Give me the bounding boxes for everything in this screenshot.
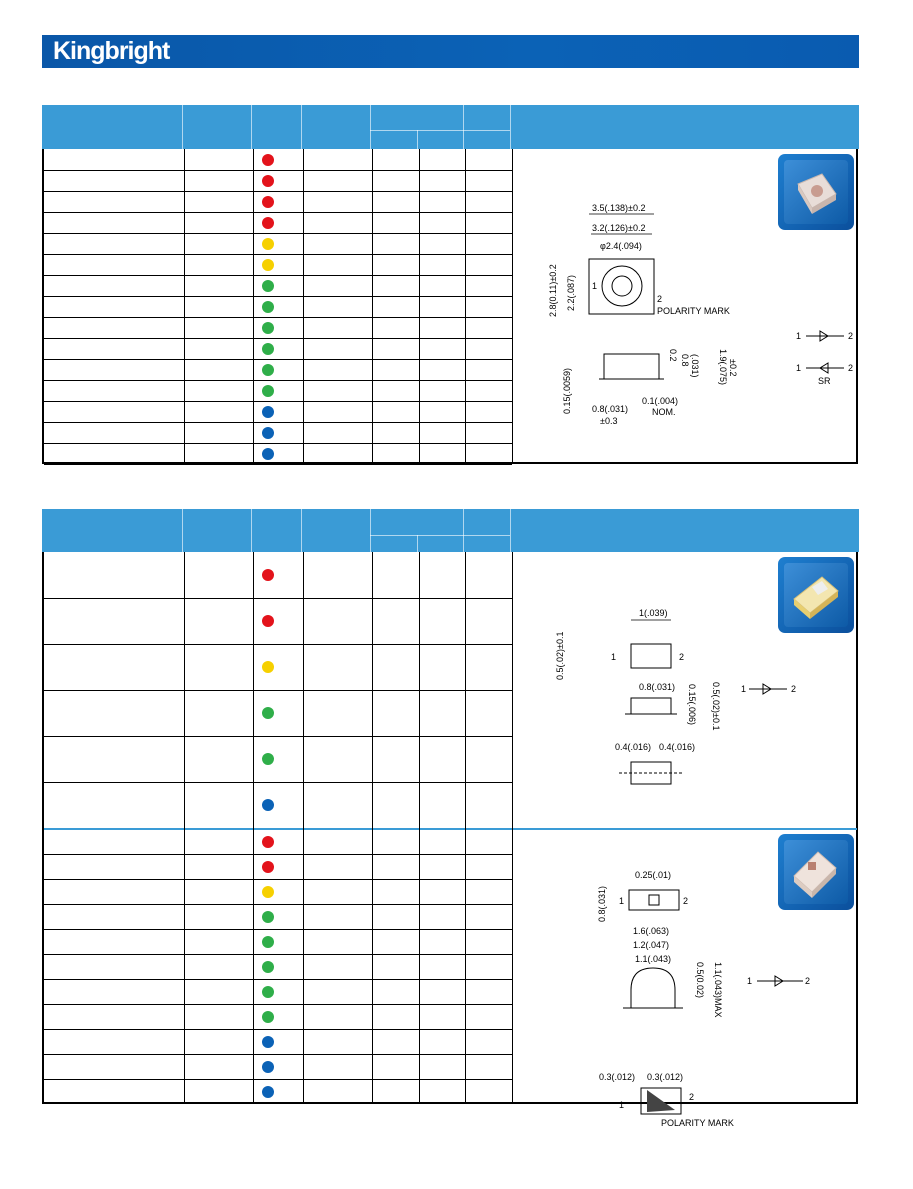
table-row-line (44, 979, 512, 980)
led-color-dot (262, 154, 274, 166)
table-row-line (44, 422, 512, 423)
dim-label: 0.4(.016) (615, 742, 652, 752)
pin-label: 2 (805, 976, 811, 986)
led-color-dot (262, 1011, 274, 1023)
dim-label: 0.3(.012) (647, 1072, 684, 1082)
section-divider (44, 828, 857, 830)
pin-label: 1 (796, 331, 802, 341)
brand-banner (42, 35, 859, 68)
package-diagram-1 (534, 199, 864, 459)
dim-label: 3.2(.126)±0.2 (592, 223, 646, 233)
led-color-dot (262, 1036, 274, 1048)
package-diagram-2b (549, 862, 809, 1132)
grid-column-line (419, 149, 420, 462)
grid-column-line (303, 552, 304, 1102)
table-row-line (44, 854, 512, 855)
dim-label: 0.8(.031) (592, 404, 629, 414)
table-row-line (44, 1079, 512, 1080)
table-row-line (44, 954, 512, 955)
led-color-dot (262, 753, 274, 765)
table-row-line (44, 1004, 512, 1005)
led-color-dot (262, 343, 274, 355)
grid-column-line (184, 149, 185, 462)
polarity-label: POLARITY MARK (657, 306, 730, 316)
pin-label: 1 (796, 363, 802, 373)
led-color-dot (262, 364, 274, 376)
led-color-dot (262, 911, 274, 923)
dim-label: 0.15(.006) (687, 684, 697, 726)
table-row-line (44, 170, 512, 171)
grid-column-line (253, 149, 254, 462)
dim-label: 0.15(.0059) (562, 367, 572, 414)
table-row-line (44, 690, 512, 691)
table-row-line (44, 401, 512, 402)
led-color-dot (262, 661, 274, 673)
pin-label: 1 (611, 652, 617, 662)
pin-label: 1 (741, 684, 747, 694)
led-color-dot (262, 1086, 274, 1098)
led-color-dot (262, 238, 274, 250)
dim-label: 0.3(.012) (599, 1072, 636, 1082)
dim-label: ±0.2 (728, 359, 738, 377)
dim-label: 0.25(.01) (635, 870, 672, 880)
led-color-dot (262, 196, 274, 208)
dim-label: 0.8(.031) (597, 885, 607, 922)
dim-label: 1.2(.047) (633, 940, 670, 950)
led-color-dot (262, 448, 274, 460)
table-row-line (44, 191, 512, 192)
dim-label: 1(.039) (639, 608, 668, 618)
led-color-dot (262, 259, 274, 271)
kingbright-logo: Kingbright (53, 37, 170, 65)
table-row-line (44, 275, 512, 276)
grid-column-line (465, 149, 466, 462)
table-row-line (44, 254, 512, 255)
pin-label: 2 (848, 363, 854, 373)
led-color-dot (262, 615, 274, 627)
led-color-dot (262, 707, 274, 719)
led-color-dot (262, 861, 274, 873)
pin-label: 2 (689, 1092, 695, 1102)
dim-label: 3.5(.138)±0.2 (592, 203, 646, 213)
pin-label: 2 (848, 331, 854, 341)
grid-column-line (512, 552, 513, 1102)
table-row-line (44, 1029, 512, 1030)
led-color-dot (262, 986, 274, 998)
grid-column-line (372, 149, 373, 462)
led-color-dot (262, 886, 274, 898)
led-color-dot (262, 280, 274, 292)
led-color-dot (262, 217, 274, 229)
grid-column-line (253, 552, 254, 1102)
dim-label: (.031) (690, 354, 700, 378)
dim-label: 2.2(.087) (566, 274, 576, 311)
pin-label: 1 (619, 1100, 625, 1110)
dim-label: 0.2 (668, 349, 678, 362)
dim-label: 1.1(.043) (635, 954, 672, 964)
dim-label: 0.1(.004) (642, 396, 679, 406)
pin-label: 1 (747, 976, 753, 986)
dim-label: 1.9(.075) (718, 349, 728, 386)
table2-body (42, 552, 858, 1128)
table1-header (42, 105, 859, 149)
table-row-line (44, 296, 512, 297)
package-diagram-2a (549, 602, 809, 832)
table-row-line (44, 598, 512, 599)
dim-label: 1.6(.063) (633, 926, 670, 936)
table-row-line (44, 1054, 512, 1055)
dim-label: 0.5(.02)±0.1 (711, 682, 721, 731)
led-color-dot (262, 301, 274, 313)
led-color-dot (262, 406, 274, 418)
dim-label: 0.8(.031) (639, 682, 676, 692)
table-row-line (44, 212, 512, 213)
pin-label: 1 (592, 281, 598, 291)
dim-label: 0.8 (680, 354, 690, 367)
grid-column-line (419, 552, 420, 1102)
grid-column-line (372, 552, 373, 1102)
table-row-line (44, 464, 512, 465)
dim-label: ±0.3 (600, 416, 618, 426)
led-color-dot (262, 836, 274, 848)
grid-column-line (184, 552, 185, 1102)
nom-label: NOM. (652, 407, 676, 417)
grid-column-line (512, 149, 513, 462)
table-row-line (44, 380, 512, 381)
pin-label: 2 (657, 294, 663, 304)
table-row-line (44, 904, 512, 905)
sr-label: SR (818, 376, 831, 386)
dim-label: 0.5(.02)±0.1 (555, 631, 565, 680)
dim-label: 1.1(.043)MAX (713, 962, 723, 1018)
dim-label: 2.8(0.11)±0.2 (548, 264, 558, 317)
table-row-line (44, 782, 512, 783)
led-color-dot (262, 322, 274, 334)
led-color-dot (262, 569, 274, 581)
led-color-dot (262, 175, 274, 187)
led-color-dot (262, 961, 274, 973)
table-row-line (44, 736, 512, 737)
dim-label: φ2.4(.094) (600, 241, 642, 251)
pin-label: 2 (791, 684, 797, 694)
table-row-line (44, 443, 512, 444)
led-color-dot (262, 799, 274, 811)
polarity-label: POLARITY MARK (661, 1118, 734, 1128)
led-color-dot (262, 1061, 274, 1073)
table-row-line (44, 359, 512, 360)
table-row-line (44, 644, 512, 645)
dim-label: 0.4(.016) (659, 742, 696, 752)
table-row-line (44, 233, 512, 234)
led-color-dot (262, 385, 274, 397)
grid-column-line (303, 149, 304, 462)
dim-label: 0.5(0.02) (695, 962, 705, 999)
pin-label: 2 (679, 652, 685, 662)
table-row-line (44, 338, 512, 339)
led-color-dot (262, 427, 274, 439)
grid-column-line (465, 552, 466, 1102)
pin-label: 1 (619, 896, 625, 906)
pin-label: 2 (683, 896, 689, 906)
table-row-line (44, 317, 512, 318)
table1-body (42, 149, 858, 464)
table-row-line (44, 929, 512, 930)
table-row-line (44, 879, 512, 880)
led-color-dot (262, 936, 274, 948)
table2-header (42, 509, 859, 552)
